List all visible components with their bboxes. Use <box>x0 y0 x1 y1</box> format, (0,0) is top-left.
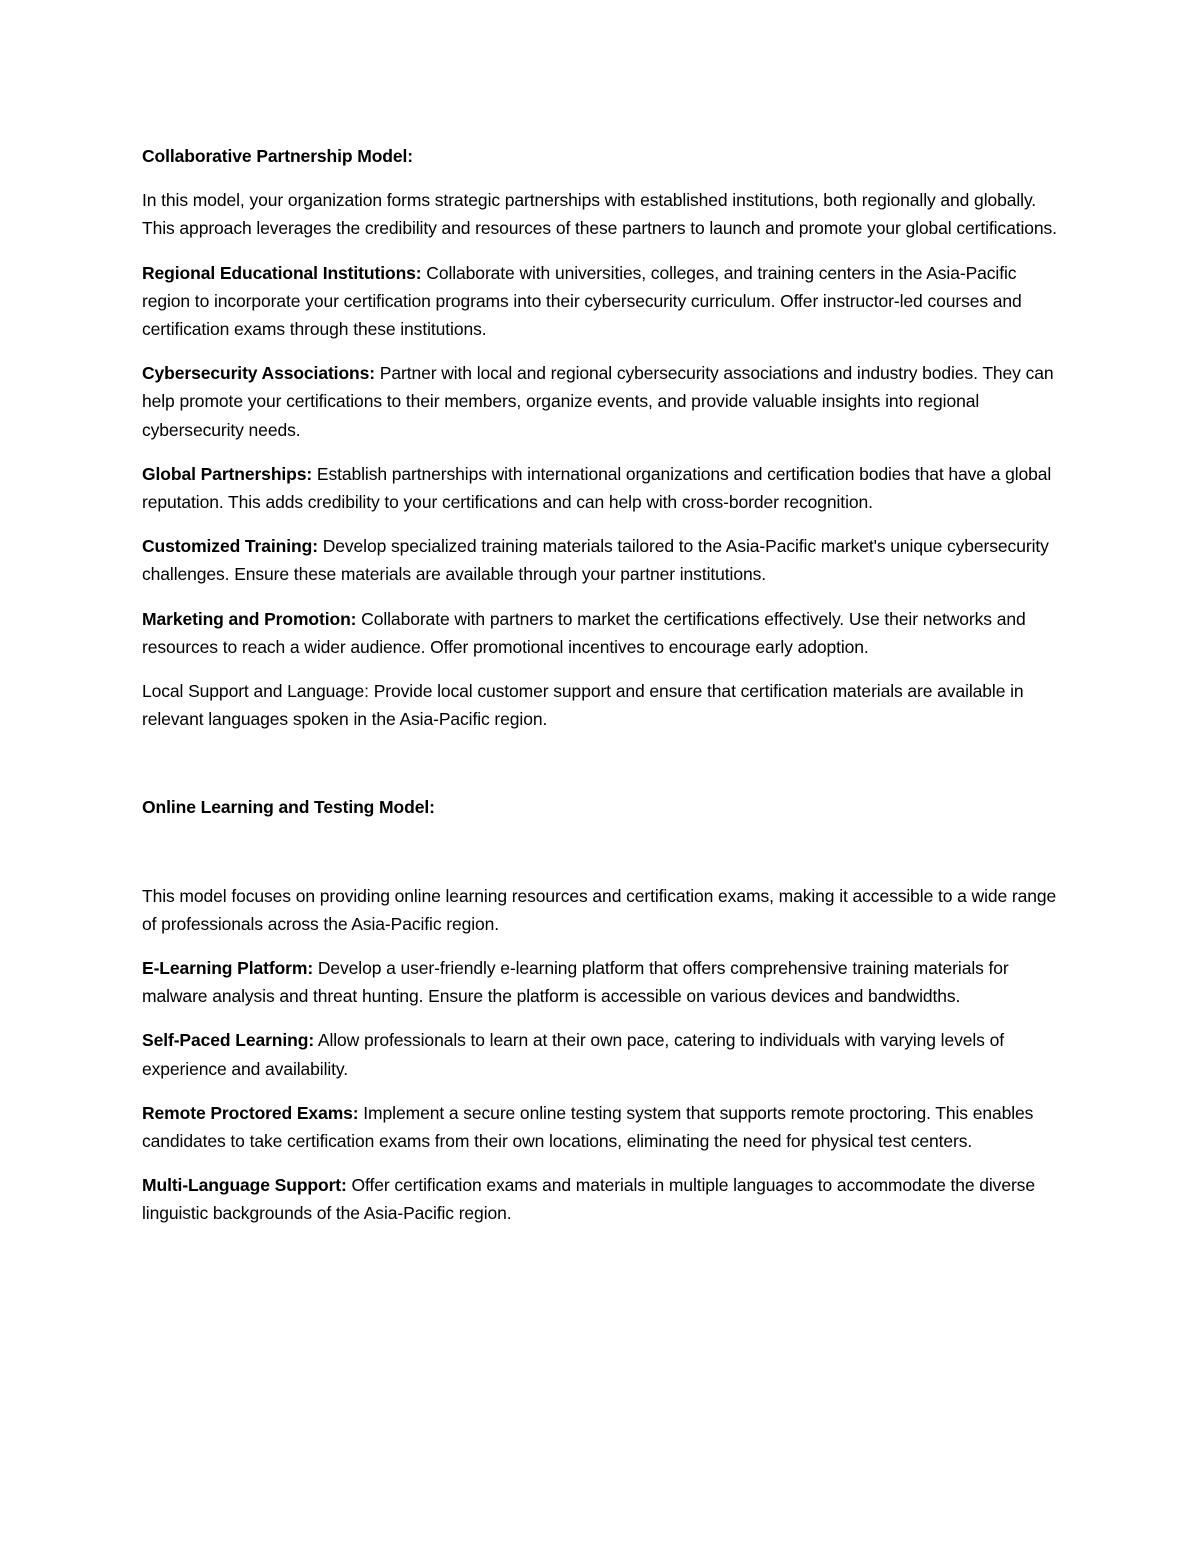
item-text: Allow professionals to learn at their own pace, catering to individuals with varying levels of experience and availability. <box>142 1030 1004 1079</box>
item-text: Develop a user-friendly e-learning platform that offers comprehensive training materials for malware analysis and threat hunting. Ensure the platform is accessible on various devices and bandwidths. <box>142 958 1009 1007</box>
section2-item <box>142 1026 1062 1082</box>
section2-item <box>142 1099 1062 1155</box>
item-text: Collaborate with partners to market the certifications effectively. Use their networks and resources to reach a wider audience. Offer promotional incentives to encourage early adoption. <box>142 608 1026 657</box>
item-text: Offer certification exams and materials in multiple languages to accommodate the diverse linguistic backgrounds of the Asia-Pacific region. <box>142 1175 1035 1224</box>
item-text: Establish partnerships with international organizations and certification bodies that have a global reputation. This adds credibility to your certifications and can help with cross-border recognition. <box>142 463 1052 513</box>
item-text: Develop specialized training materials tailored to the Asia-Pacific market's unique cybersecurity challenges. Ensure these materials are available through your partner institutions. <box>142 536 1049 585</box>
section1-closing: Local Support and Language: Provide local customer support and ensure that certification materials are available in relevant languages spoken in the Asia-Pacific region. <box>142 681 1024 730</box>
section2-heading: Online Learning and Testing Model: <box>142 797 435 818</box>
item-term: Global Partnerships: <box>142 463 313 484</box>
spacer <box>142 749 1062 793</box>
section1-heading: Collaborative Partnership Model: <box>142 146 414 166</box>
item-term: Multi-Language Support: <box>142 1175 347 1196</box>
section1-item <box>142 460 1062 516</box>
item-term: Regional Educational Institutions: <box>142 262 422 283</box>
section1-item <box>142 359 1062 444</box>
item-text: Implement a secure online testing system that supports remote proctoring. This enables candidates to take certification exams from their own locations, eliminating the need for physical test centers. <box>142 1102 1034 1152</box>
item-term: Marketing and Promotion: <box>142 608 357 629</box>
section1-item <box>142 532 1062 588</box>
item-term: Cybersecurity Associations: <box>142 363 375 384</box>
section2-intro: This model focuses on providing online learning resources and certification exams, making it accessible to a wide range of professionals across the Asia-Pacific region. <box>142 885 1057 934</box>
item-text: Partner with local and regional cybersecurity associations and industry bodies. They can help promote your certifications to their members, organize events, and provide valuable insights into regional cybersecurity needs. <box>142 363 1054 440</box>
item-term: Remote Proctored Exams: <box>142 1102 359 1123</box>
item-term: E-Learning Platform: <box>142 958 314 979</box>
document-page <box>142 142 1062 1244</box>
section2-item <box>142 1171 1062 1227</box>
section1-item <box>142 259 1062 344</box>
item-text: Collaborate with universities, colleges, and training centers in the Asia-Pacific region to incorporate your certification programs into their cybersecurity curriculum. Offer instructor-led courses and certification exams through these institutions. <box>142 262 1022 340</box>
item-term: Self-Paced Learning: <box>142 1030 315 1051</box>
section1-intro: In this model, your organization forms strategic partnerships with established institutions, both regionally and globally. This approach leverages the credibility and resources of these partners to launch and promote your global certifications. <box>142 190 1057 239</box>
item-term: Customized Training: <box>142 536 318 557</box>
section1-item <box>142 605 1062 661</box>
section2-item <box>142 954 1062 1010</box>
